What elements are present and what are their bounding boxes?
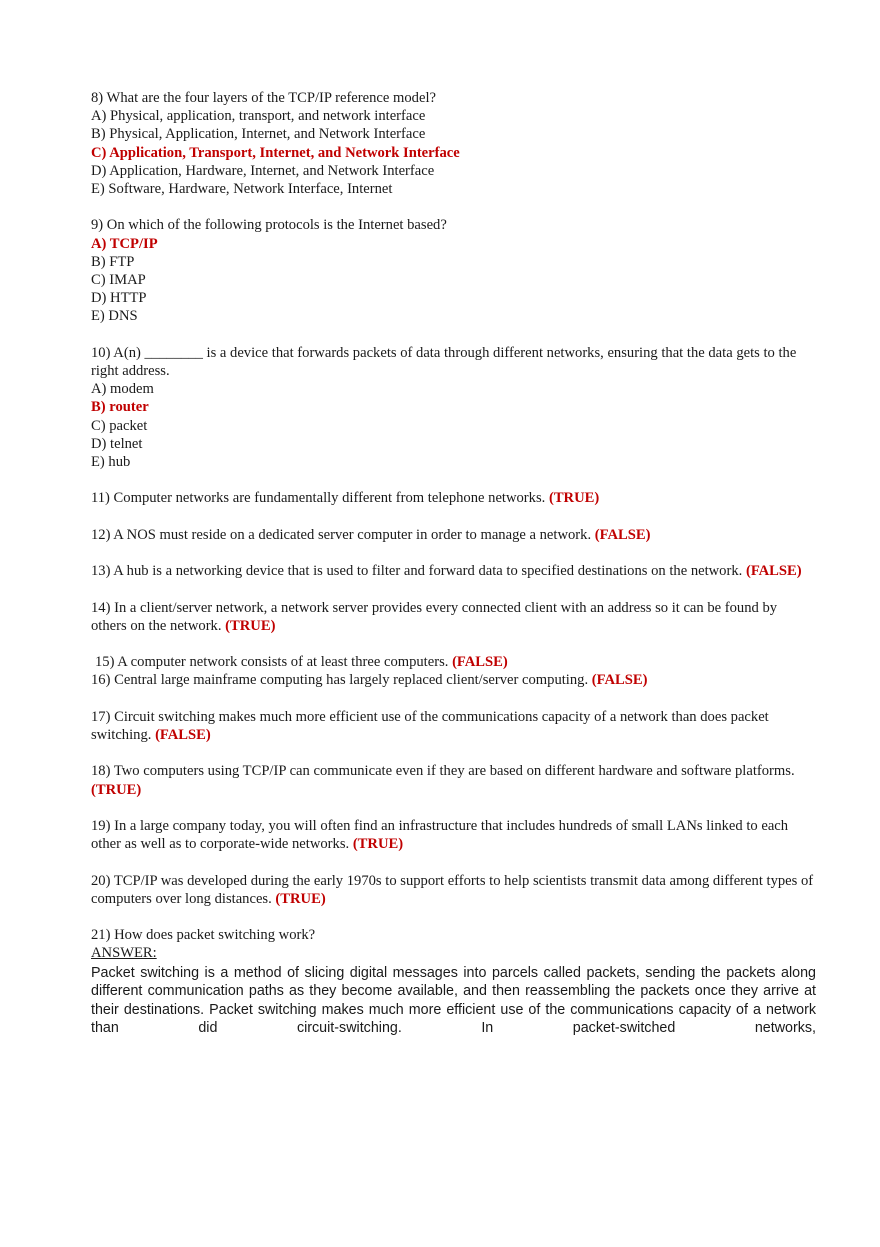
- question-12-text: 12) A NOS must reside on a dedicated server computer in order to manage a network.: [91, 526, 592, 543]
- q10-option-c: C) packet: [91, 417, 148, 434]
- question-16: [91, 671, 816, 689]
- question-17: [91, 708, 816, 744]
- question-17-answer: (FALSE): [155, 726, 211, 743]
- answer-paragraph: Packet switching is a method of slicing digital messages into parcels called packets, sending the packets along different communication paths as they become available, and then reassembling the packets once they arrive at their destinations. Packet switching makes much more efficient use of the communications capacity of a network than did circuit-switching. In packet-switched networks,: [91, 964, 816, 1037]
- question-11: [91, 489, 816, 507]
- question-8-text: 8) What are the four layers of the TCP/IP reference model?: [91, 90, 436, 106]
- question-15-answer: (FALSE): [452, 654, 508, 671]
- question-19-text: 19) In a large company today, you will often find an infrastructure that includes hundreds of small LANs linked to each other as well as to corporate-wide networks.: [91, 817, 789, 853]
- question-14-answer: (TRUE): [225, 617, 276, 634]
- question-11-answer: (TRUE): [548, 490, 600, 507]
- question-17-text: 17) Circuit switching makes much more efficient use of the communications capacity of a network than does packet switching.: [91, 708, 769, 743]
- question-9-text: 9) On which of the following protocols is the Internet based?: [91, 217, 447, 234]
- quiz-content: [91, 89, 816, 1038]
- q8-option-d: D) Application, Hardware, Internet, and Network Interface: [91, 162, 435, 179]
- answer-label: ANSWER:: [91, 945, 157, 962]
- question-16-text: 16) Central large mainframe computing has largely replaced client/server computing.: [91, 672, 589, 689]
- question-15-text: 15) A computer network consists of at least three computers.: [95, 654, 449, 671]
- question-10: [91, 344, 816, 471]
- question-18: [91, 762, 816, 798]
- q8-option-c-correct: C) Application, Transport, Internet, and Network Interface: [91, 144, 460, 161]
- question-10-text: 10) A(n) ________ is a device that forwards packets of data through different networks, ensuring that the data gets to the right address.: [91, 344, 797, 380]
- question-14-text: 14) In a client/server network, a network server provides every connected client with an address so it can be found by others on the network.: [91, 599, 778, 634]
- q9-option-e: E) DNS: [91, 308, 138, 325]
- question-21: [91, 926, 816, 1038]
- question-16-answer: (FALSE): [591, 672, 648, 689]
- question-19: [91, 817, 816, 853]
- q9-option-b: B) FTP: [91, 253, 135, 270]
- question-20: [91, 872, 816, 908]
- question-8: [91, 89, 816, 198]
- q8-option-a: A) Physical, application, transport, and network interface: [91, 108, 426, 125]
- q10-option-e: E) hub: [91, 454, 131, 471]
- q10-option-a: A) modem: [91, 381, 154, 398]
- q9-option-c: C) IMAP: [91, 272, 146, 289]
- question-20-text: 20) TCP/IP was developed during the early 1970s to support efforts to help scientists transmit data among different types of computers over long distances.: [91, 872, 814, 907]
- q10-option-d: D) telnet: [91, 435, 143, 452]
- question-15: [91, 653, 816, 671]
- question-19-answer: (TRUE): [352, 836, 404, 853]
- question-13-answer: (FALSE): [745, 563, 802, 580]
- question-13: [91, 562, 816, 580]
- question-20-answer: (TRUE): [275, 890, 326, 907]
- question-12: [91, 526, 816, 544]
- q9-option-d: D) HTTP: [91, 290, 147, 307]
- question-18-answer: (TRUE): [91, 781, 142, 798]
- q10-option-b-correct: B) router: [91, 399, 149, 416]
- question-21-text: 21) How does packet switching work?: [91, 927, 316, 944]
- question-12-answer: (FALSE): [594, 526, 651, 543]
- q9-option-a-correct: A) TCP/IP: [91, 235, 158, 252]
- question-18-text: 18) Two computers using TCP/IP can communicate even if they are based on different hardware and software platforms.: [91, 763, 795, 780]
- question-11-text: 11) Computer networks are fundamentally different from telephone networks.: [91, 490, 546, 507]
- question-13-text: 13) A hub is a networking device that is used to filter and forward data to specified destinations on the network.: [91, 563, 743, 580]
- q8-option-b: B) Physical, Application, Internet, and Network Interface: [91, 126, 426, 143]
- question-9: [91, 216, 816, 325]
- question-14: [91, 599, 816, 635]
- q8-option-e: E) Software, Hardware, Network Interface, Internet: [91, 181, 393, 198]
